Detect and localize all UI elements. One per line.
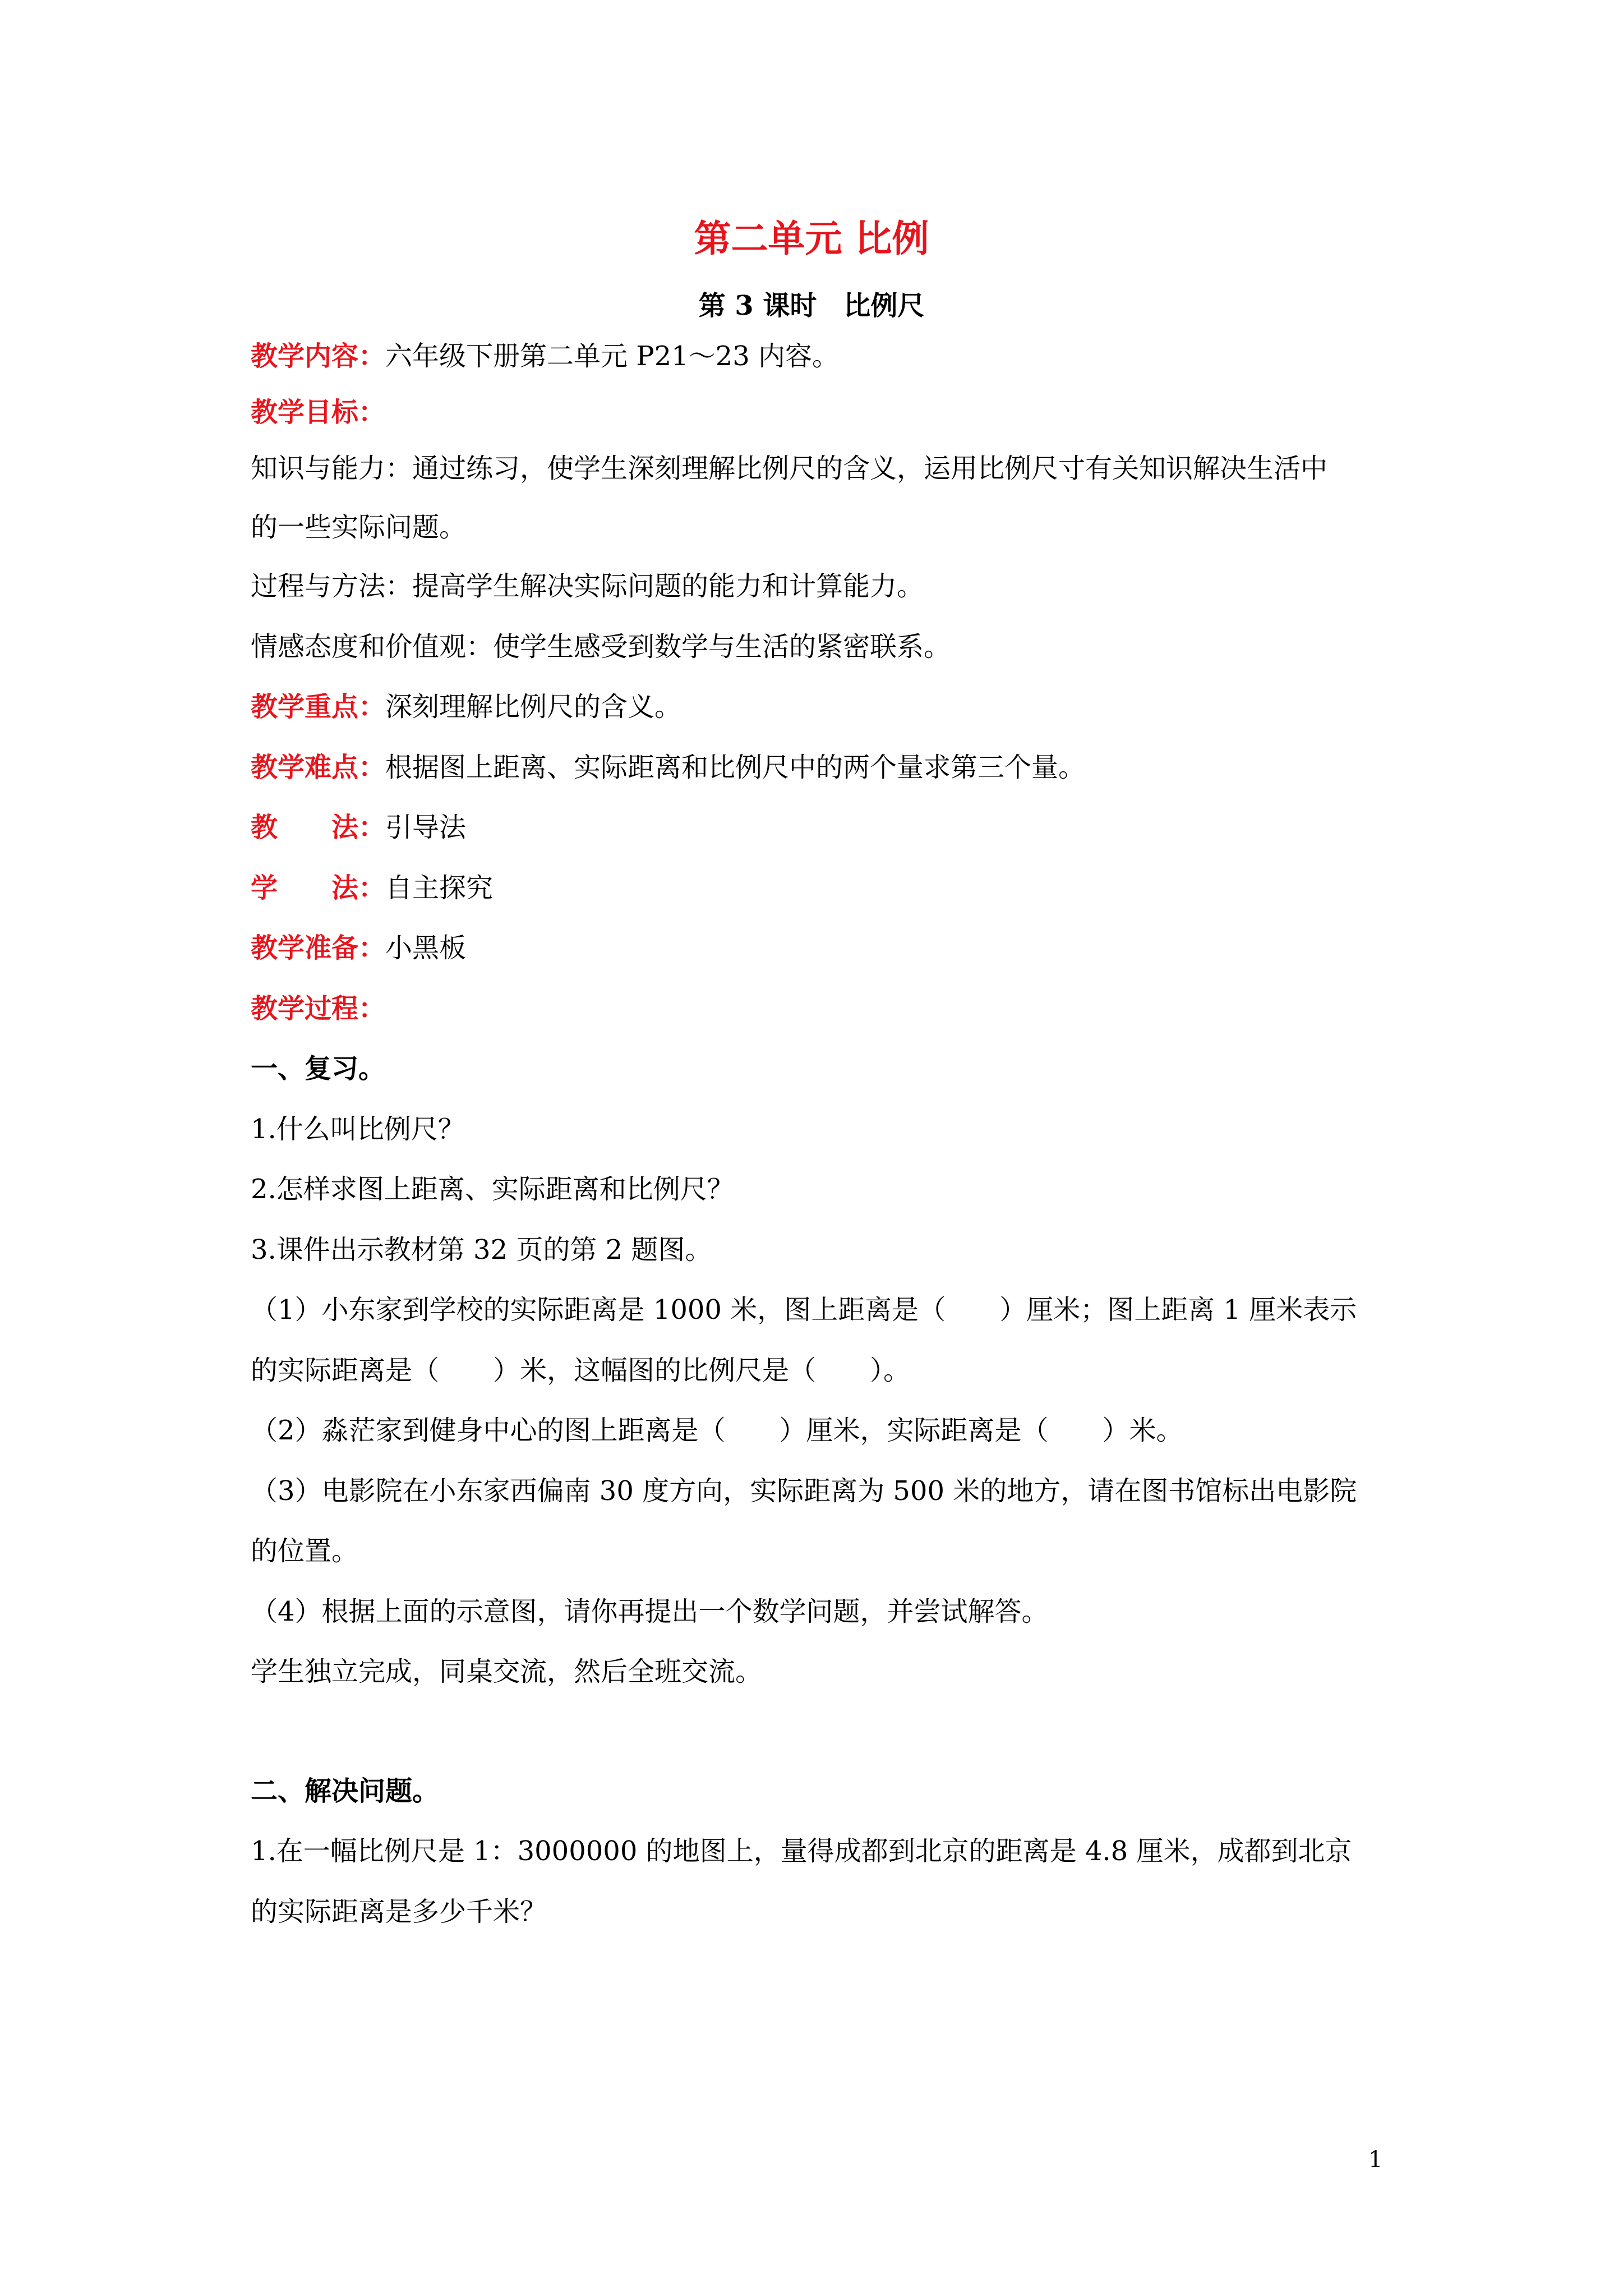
difficulty-label: 教学难点： (251, 752, 386, 783)
learning-method-text: 自主探究 (385, 872, 494, 904)
difficulty-text: 根据图上距离、实际距离和比例尺中的两个量求第三个量。 (385, 752, 1086, 783)
goals-process-line: 过程与方法：提高学生解决实际问题的能力和计算能力。 (251, 570, 924, 602)
review-part-1-line-1: （1）小东家到学校的实际距离是 1000 米，图上距离是（ ）厘米；图上距离 1 厘米表示 (251, 1294, 1357, 1326)
section-2-heading: 二、解决问题。 (251, 1775, 440, 1807)
teaching-goals-label: 教学目标： (251, 397, 386, 428)
page-title: 第二单元 比例 (694, 217, 929, 260)
section-1-heading: 一、复习。 (251, 1053, 386, 1084)
review-question-3: 3.课件出示教材第 32 页的第 2 题图。 (251, 1234, 712, 1266)
preparation-label: 教学准备： (251, 932, 386, 964)
learning-method-label-a: 学 (251, 872, 278, 904)
review-part-2: （2）淼茫家到健身中心的图上距离是（ ）厘米，实际距离是（ ）米。 (251, 1415, 1183, 1446)
key-point-line (251, 687, 1389, 726)
teaching-method-label-a: 教 (251, 812, 278, 843)
problem-1-line-1: 1.在一幅比例尺是 1：3000000 的地图上，量得成都到北京的距离是 4.8 厘米，成都到北京 (251, 1835, 1352, 1867)
preparation-line (251, 928, 1389, 968)
review-question-2: 2.怎样求图上距离、实际距离和比例尺？ (251, 1174, 734, 1205)
process-line (251, 989, 1389, 1028)
review-part-3-line-2: 的位置。 (251, 1535, 359, 1567)
goals-knowledge-line-1: 知识与能力：通过练习，使学生深刻理解比例尺的含义，运用比例尺寸有关知识解决生活中 (251, 453, 1328, 484)
teaching-method-text: 引导法 (385, 812, 467, 843)
review-note: 学生独立完成，同桌交流，然后全班交流。 (251, 1656, 763, 1687)
review-part-4: （4）根据上面的示意图，请你再提出一个数学问题，并尝试解答。 (251, 1596, 1049, 1627)
teaching-content-line (251, 337, 1389, 376)
learning-method-line (251, 868, 1389, 908)
teaching-method-line (251, 808, 1389, 847)
problem-1-line-2: 的实际距离是多少千米？ (251, 1896, 547, 1927)
difficulty-line (251, 748, 1389, 787)
key-point-text: 深刻理解比例尺的含义。 (385, 691, 682, 723)
teaching-content-label: 教学内容： (251, 341, 386, 372)
learning-method-label-b: 法： (331, 872, 386, 904)
review-question-1: 1.什么叫比例尺？ (251, 1114, 465, 1145)
teaching-goals-line (251, 393, 1389, 432)
key-point-label: 教学重点： (251, 691, 386, 723)
page-number: 1 (1368, 2147, 1383, 2173)
goals-knowledge-line-2: 的一些实际问题。 (251, 512, 467, 543)
process-label: 教学过程： (251, 993, 386, 1024)
lesson-subtitle: 第 3 课时 比例尺 (698, 290, 925, 321)
review-part-3-line-1: （3）电影院在小东家西偏南 30 度方向，实际距离为 500 米的地方，请在图书馆标出电影院 (251, 1475, 1357, 1507)
teaching-content-text: 六年级下册第二单元 P21～23 内容。 (385, 341, 839, 372)
preparation-text: 小黑板 (385, 932, 467, 964)
review-part-1-line-2: 的实际距离是（ ）米，这幅图的比例尺是（ ）。 (251, 1355, 911, 1386)
goals-attitude-line: 情感态度和价值观：使学生感受到数学与生活的紧密联系。 (251, 631, 951, 662)
teaching-method-label-b: 法： (331, 812, 386, 843)
